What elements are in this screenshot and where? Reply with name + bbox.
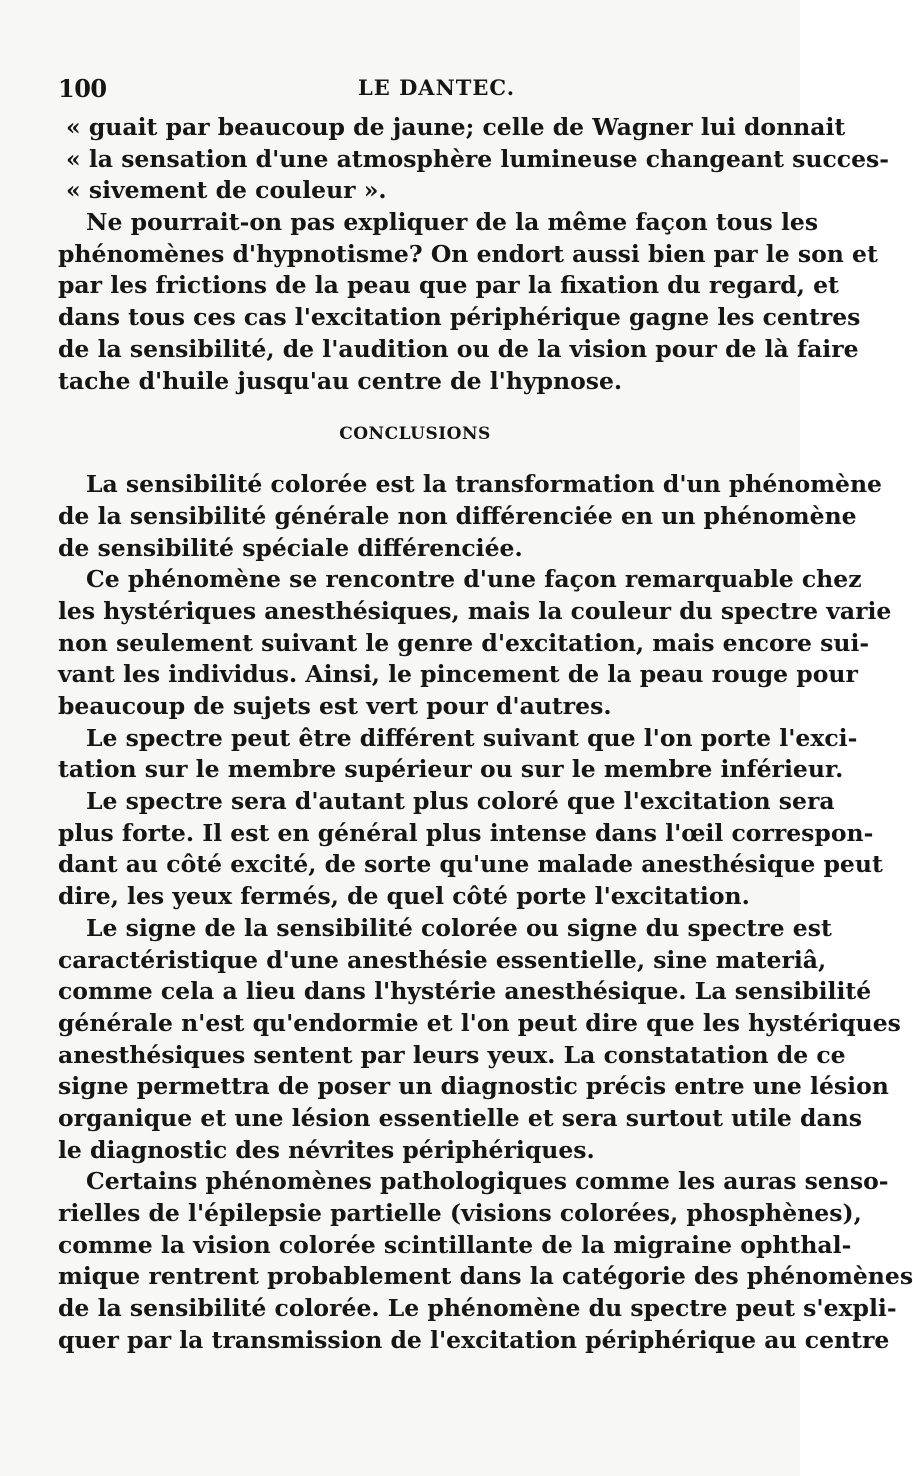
- text-line: anesthésiques sentent par leurs yeux. La constatation de ce: [58, 1040, 846, 1069]
- text-line: tache d'huile jusqu'au centre de l'hypnose.: [58, 366, 623, 395]
- paragraph-hypnotism: [58, 207, 878, 397]
- text-line: Certains phénomènes pathologiques comme les auras senso-: [86, 1167, 889, 1196]
- running-head: LE DANTEC.: [358, 75, 516, 100]
- text-line: par les frictions de la peau que par la fixation du regard, et: [58, 271, 839, 300]
- page-header: [58, 74, 770, 106]
- text-line: mique rentrent probablement dans la catégorie des phénomènes: [58, 1262, 913, 1291]
- text-line: dans tous ces cas l'excitation périphérique gagne les centres: [58, 303, 861, 332]
- paragraph-conclusion-5: [58, 913, 901, 1167]
- text-line: Ne pourrait-on pas expliquer de la même façon tous les: [86, 208, 819, 237]
- text-line: caractéristique d'une anesthésie essentielle, sine materiâ,: [58, 945, 827, 974]
- text-line: de sensibilité spéciale différenciée.: [58, 533, 523, 562]
- text-line: quer par la transmission de l'excitation périphérique au centre: [58, 1325, 890, 1354]
- text-line: de la sensibilité, de l'audition ou de la vision pour de là faire: [58, 334, 859, 363]
- text-line: beaucoup de sujets est vert pour d'autres.: [58, 692, 612, 720]
- text-line: générale n'est qu'endormie et l'on peut dire que les hystériques: [58, 1008, 901, 1037]
- section-title: CONCLUSIONS: [339, 424, 491, 445]
- text-line: rielles de l'épilepsie partielle (visions colorées, phosphènes),: [58, 1199, 862, 1227]
- text-line: « la sensation d'une atmosphère lumineuse changeant succes-: [66, 144, 890, 173]
- text-line: Le signe de la sensibilité colorée ou signe du spectre est: [86, 913, 832, 942]
- text-line: de la sensibilité générale non différenciée en un phénomène: [58, 501, 857, 530]
- paragraph-conclusion-2: [58, 564, 892, 722]
- text-line: signe permettra de poser un diagnostic précis entre une lésion: [58, 1072, 889, 1101]
- paragraph-conclusion-1: [58, 469, 882, 564]
- text-line: tation sur le membre supérieur ou sur le membre inférieur.: [58, 755, 844, 784]
- text-line: les hystériques anesthésiques, mais la couleur du spectre varie: [58, 596, 892, 625]
- text-line: comme cela a lieu dans l'hystérie anesthésique. La sensibilité: [58, 977, 872, 1006]
- text-line: « guait par beaucoup de jaune; celle de Wagner lui donnait: [66, 113, 846, 141]
- text-line: plus forte. Il est en général plus intense dans l'œil correspon-: [58, 818, 874, 847]
- paragraph-conclusion-3: [58, 723, 858, 786]
- paragraph-conclusion-4: [58, 786, 883, 913]
- text-line: Le spectre sera d'autant plus coloré que l'excitation sera: [86, 787, 835, 816]
- text-line: vant les individus. Ainsi, le pincement de la peau rouge pour: [58, 660, 858, 689]
- text-line: non seulement suivant le genre d'excitation, mais encore sui-: [58, 628, 870, 657]
- text-line: de la sensibilité colorée. Le phénomène du spectre peut s'expli-: [58, 1294, 897, 1323]
- text-line: phénomènes d'hypnotisme? On endort aussi bien par le son et: [58, 239, 878, 268]
- text-line: « sivement de couleur ».: [66, 176, 387, 205]
- paragraph-quote-continuation: [58, 112, 890, 207]
- text-line: dire, les yeux fermés, de quel côté porte l'excitation.: [58, 882, 750, 911]
- text-line: La sensibilité colorée est la transformation d'un phénomène: [86, 470, 882, 499]
- paragraph-conclusion-6: [58, 1166, 913, 1356]
- text-line: le diagnostic des névrites périphériques.: [58, 1135, 595, 1164]
- text-line: comme la vision colorée scintillante de la migraine ophthal-: [58, 1230, 852, 1259]
- page-body: [58, 112, 913, 1356]
- text-line: Le spectre peut être différent suivant que l'on porte l'exci-: [86, 723, 858, 752]
- page-number: 100: [58, 74, 107, 103]
- text-line: organique et une lésion essentielle et sera surtout utile dans: [58, 1103, 863, 1132]
- text-line: Ce phénomène se rencontre d'une façon remarquable chez: [86, 565, 862, 594]
- text-line: dant au côté excité, de sorte qu'une malade anesthésique peut: [58, 850, 883, 879]
